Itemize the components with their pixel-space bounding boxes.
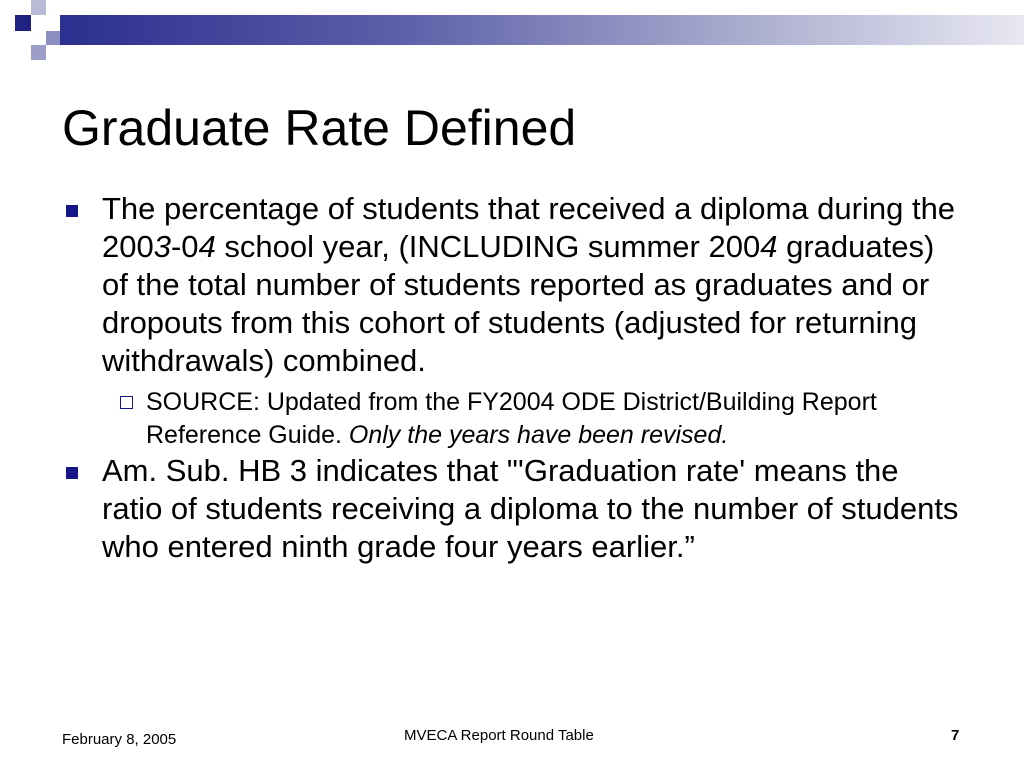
slide-title: Graduate Rate Defined	[62, 100, 577, 156]
page-number: 7	[951, 727, 960, 744]
sub-bullet-item	[146, 386, 936, 452]
slide-content	[60, 190, 960, 566]
hollow-square-bullet-icon	[120, 396, 133, 409]
footer-title: MVECA Report Round Table	[404, 727, 594, 744]
decor-square	[31, 0, 46, 15]
sub-bullet-text: SOURCE: Updated from the FY2004 ODE District/Building Report Reference Guide.	[146, 388, 877, 449]
bullet-text: school year, (INCLUDING summer 200	[215, 229, 761, 264]
bullet-text: graduates) of the total number of students reported as graduates and or dropouts from this cohort of students (adjusted for returning withdrawals) combined.	[102, 229, 935, 378]
sub-bullet-text-italic: Only the years have been revised.	[348, 421, 729, 449]
footer-date: February 8, 2005	[62, 731, 177, 748]
bullet-text: Am. Sub. HB 3 indicates that "'Graduation rate' means the ratio of students receiving a diploma to the number of students who entered ninth grade four years earlier.”	[102, 453, 959, 564]
bullet-item	[60, 190, 960, 380]
decor-square	[15, 31, 31, 45]
square-bullet-icon	[66, 467, 78, 479]
square-bullet-icon	[66, 205, 78, 217]
decor-square	[31, 45, 46, 60]
header-gradient-bar	[60, 15, 1024, 45]
decor-square	[46, 31, 60, 45]
bullet-item	[60, 452, 960, 566]
bullet-text-italic: 4	[760, 229, 778, 264]
decor-square	[15, 15, 31, 31]
bullet-text-italic: 4	[198, 229, 216, 264]
bullet-text: The percentage of students that received a diploma during the 200	[102, 191, 956, 264]
bullet-text-italic: 3	[153, 229, 171, 264]
bullet-text: -0	[170, 229, 199, 264]
